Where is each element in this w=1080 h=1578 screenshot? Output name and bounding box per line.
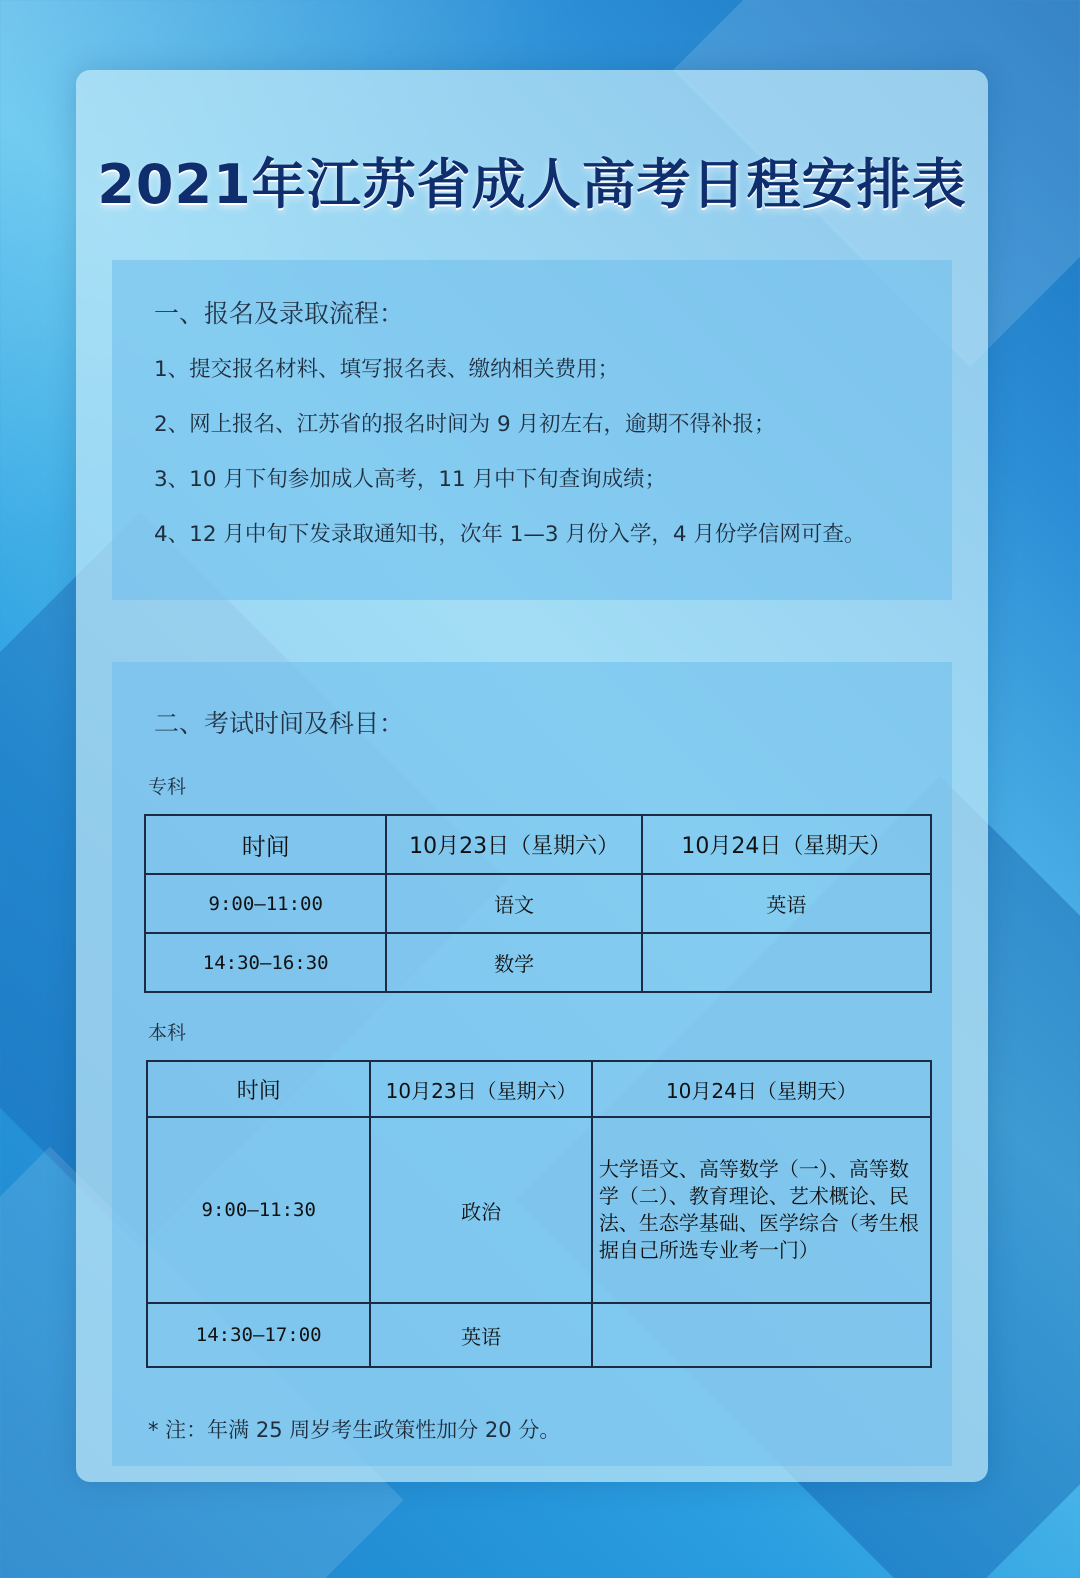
process-panel xyxy=(112,260,952,600)
process-step: 1、提交报名材料、填写报名表、缴纳相关费用； xyxy=(154,357,620,382)
table-header-cell: 10月24日（星期天） xyxy=(592,1061,931,1117)
table-header-cell: 时间 xyxy=(145,815,386,874)
table-cell: 语文 xyxy=(386,874,641,933)
schedule-card xyxy=(76,70,988,1482)
table-cell: 14:30—16:30 xyxy=(145,933,386,992)
table-header-cell: 10月24日（星期天） xyxy=(642,815,931,874)
benke-label: 本科 xyxy=(148,1022,187,1044)
table-row xyxy=(147,1303,931,1367)
table-header-cell: 10月23日（星期六） xyxy=(370,1061,591,1117)
process-step: 2、网上报名、江苏省的报名时间为 9 月初左右，逾期不得补报； xyxy=(154,412,776,437)
table-cell: 14:30—17:00 xyxy=(147,1303,370,1367)
table-cell: 英语 xyxy=(642,874,931,933)
table-cell: 政治 xyxy=(370,1117,591,1303)
exam-heading: 二、考试时间及科目： xyxy=(154,709,405,738)
exam-panel xyxy=(112,662,952,1466)
table-cell xyxy=(592,1303,931,1367)
footnote: * 注：年满 25 周岁考生政策性加分 20 分。 xyxy=(148,1418,561,1442)
table-header-row xyxy=(147,1061,931,1117)
table-cell: 英语 xyxy=(370,1303,591,1367)
table-cell: 9:00—11:00 xyxy=(145,874,386,933)
table-header-row xyxy=(145,815,931,874)
table-cell: 大学语文、高等数学（一）、高等数学（二）、教育理论、艺术概论、民法、生态学基础、医学综合（考生根据自己所选专业考一门） xyxy=(592,1117,931,1303)
page-title: 2021年江苏省成人高考日程安排表 xyxy=(97,153,967,216)
process-step: 3、10 月下旬参加成人高考，11 月中下旬查询成绩； xyxy=(154,467,667,492)
benke-table xyxy=(146,1060,932,1368)
table-cell xyxy=(642,933,931,992)
table-header-cell: 时间 xyxy=(147,1061,370,1117)
table-header-cell: 10月23日（星期六） xyxy=(386,815,641,874)
table-cell: 9:00—11:30 xyxy=(147,1117,370,1303)
process-step: 4、12 月中旬下发录取通知书，次年 1—3 月份入学，4 月份学信网可查。 xyxy=(154,522,866,547)
table-cell: 数学 xyxy=(386,933,641,992)
process-heading: 一、报名及录取流程： xyxy=(154,299,405,328)
zhuanke-label: 专科 xyxy=(148,776,187,798)
zhuanke-table xyxy=(144,814,932,993)
table-row xyxy=(145,933,931,992)
table-row xyxy=(147,1117,931,1303)
table-row xyxy=(145,874,931,933)
